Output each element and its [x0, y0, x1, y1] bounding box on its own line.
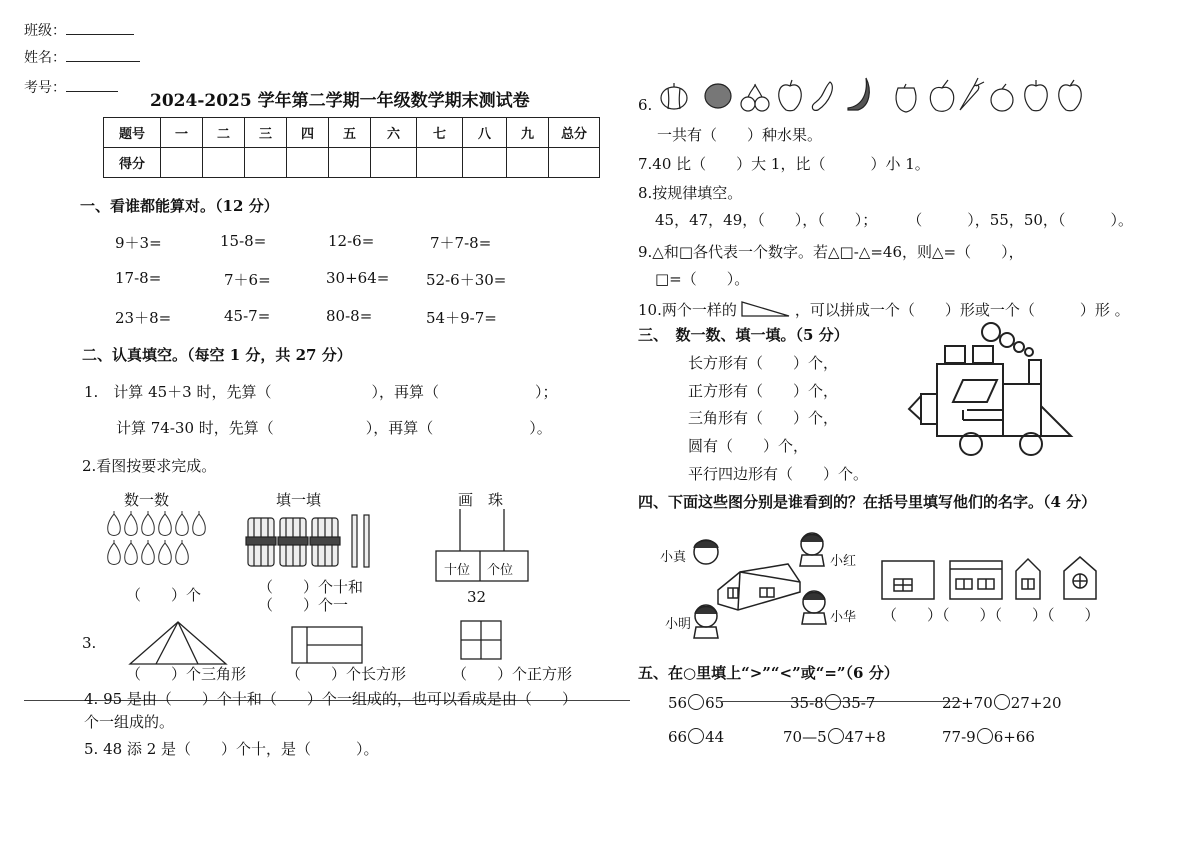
score-cell: 七 [417, 118, 463, 148]
shape-count-item: 三角形有（ ）个， [688, 409, 839, 427]
score-input[interactable] [329, 148, 371, 178]
score-input[interactable] [245, 148, 287, 178]
compare-circle[interactable] [828, 728, 844, 744]
q3-square-answer: （ ）个正方形 [452, 665, 573, 683]
score-cell: 八 [463, 118, 507, 148]
shape-count-item: 正方形有（ ）个， [688, 382, 839, 400]
compare-left: 66 [668, 728, 688, 746]
score-cell: 题号 [104, 118, 161, 148]
class-field[interactable] [24, 20, 134, 40]
q9-line1: 9.△和□各代表一个数字。若△□-△=46，则△=（ ）， [638, 243, 1024, 261]
compare-circle[interactable] [977, 728, 993, 744]
count-answer: （ ）个 [126, 586, 202, 604]
name-label: 姓名： [24, 50, 66, 66]
q8-sequence: 45，47，49，（ ），（ ）； （ ），55，50，（ ）。 [655, 211, 1133, 229]
compare-right: 6+66 [993, 728, 1035, 746]
q7-text: 7.40 比（ ）大 1，比（ ）小 1。 [638, 155, 930, 173]
compare-item [783, 728, 886, 746]
score-cell: 二 [203, 118, 245, 148]
score-cell: 九 [507, 118, 549, 148]
pears-picture [105, 512, 215, 572]
score-value-row[interactable] [104, 148, 600, 178]
q1-text-e: ），再算（ [365, 419, 434, 437]
ones-label: 个位 [487, 563, 514, 578]
exam-no-label: 考号： [24, 80, 66, 96]
score-input[interactable] [371, 148, 417, 178]
score-cell: 三 [245, 118, 287, 148]
q6-text: 一共有（ ）种水果。 [657, 126, 823, 144]
compare-right: 44 [705, 728, 725, 746]
class-label: 班级： [24, 23, 66, 39]
q10-text-a: 10.两个一样的 [638, 301, 737, 319]
calc-item: 7＋7-8= [430, 234, 492, 252]
compare-item [668, 728, 724, 746]
calc-item: 12-6= [328, 232, 375, 250]
fill-tens: （ ）个十和 [258, 578, 364, 596]
q10-text-b: ，可以拼成一个（ ）形或一个（ ）形 。 [794, 301, 1130, 319]
score-table [103, 117, 600, 178]
compare-right: 35-7 [841, 694, 876, 712]
train-picture [905, 320, 1080, 465]
q1-line2 [116, 417, 552, 438]
exam-no-field[interactable] [24, 77, 118, 97]
calc-item: 15-8= [220, 232, 267, 250]
q1-line1 [84, 381, 558, 402]
q2-text: 2.看图按要求完成。 [82, 457, 217, 475]
calc-item: 17-8= [115, 269, 162, 287]
class-blank[interactable] [66, 34, 134, 35]
score-input[interactable] [203, 148, 245, 178]
compare-left: 22+70 [942, 694, 993, 712]
exam-no-blank[interactable] [66, 91, 118, 92]
rectangle-figure [291, 626, 363, 664]
score-input[interactable] [287, 148, 329, 178]
score-input[interactable] [507, 148, 549, 178]
calc-item: 9＋3= [115, 234, 162, 252]
compare-left: 35-8 [790, 694, 824, 712]
kid-name-4: 小华 [830, 610, 857, 625]
q3-triangle-answer: （ ）个三角形 [126, 665, 247, 683]
kid-name-3: 小明 [665, 617, 692, 632]
q10-line [638, 297, 1130, 320]
name-blank[interactable] [66, 61, 140, 62]
compare-left: 77-9 [942, 728, 976, 746]
bead-number: 32 [467, 588, 487, 606]
score-cell: 六 [371, 118, 417, 148]
right-triangle-icon [741, 300, 791, 318]
score-cell: 得分 [104, 148, 161, 178]
calc-item: 30+64= [326, 269, 390, 287]
calc-item: 45-7= [224, 307, 271, 325]
kid-name-2: 小红 [830, 554, 857, 569]
triangle-figure [128, 620, 228, 666]
score-input[interactable] [417, 148, 463, 178]
compare-right: 27+20 [1010, 694, 1062, 712]
shape-count-item: 平行四边形有（ ）个。 [688, 465, 869, 483]
compare-circle[interactable] [688, 694, 704, 710]
q1-text-c: ）； [535, 383, 558, 401]
section2-title: 二、认真填空。（每空 1 分，共 27 分） [82, 346, 352, 364]
section1-title: 一、看谁都能算对。（12 分） [80, 197, 279, 215]
section3-title: 三、 数一数、填一填。（5 分） [638, 326, 849, 344]
score-header-row [104, 118, 600, 148]
house-and-kids-picture [690, 530, 830, 640]
sticks-bundle-picture [248, 513, 388, 573]
square-figure [460, 620, 502, 660]
name-field[interactable] [24, 47, 140, 67]
score-input[interactable] [463, 148, 507, 178]
q1-text-d: 计算 74-30 时，先算（ [116, 419, 274, 437]
calc-item: 54＋9-7= [426, 309, 497, 327]
page-title: 2024-2025 学年第二学期一年级数学期末测试卷 [150, 91, 530, 111]
q6-number: 6. [638, 96, 653, 114]
compare-circle[interactable] [825, 694, 841, 710]
kid-name-1: 小真 [660, 550, 687, 565]
bead-title: 画 珠 [458, 491, 504, 509]
compare-left: 56 [668, 694, 688, 712]
score-cell: 总分 [549, 118, 600, 148]
calc-item: 52-6＋30= [426, 271, 507, 289]
fill-title: 填一填 [276, 491, 322, 509]
fill-ones: （ ）个一 [258, 596, 349, 614]
s4-answer-blanks: （ ）（ ）（ ）（ ） [882, 606, 1100, 624]
compare-right: 47+8 [844, 728, 886, 746]
q1-text-a: 1. 计算 45＋3 时，先算（ [84, 383, 272, 401]
shape-count-item: 圆有（ ）个， [688, 437, 809, 455]
fruits-picture [660, 76, 1090, 116]
compare-circle[interactable] [994, 694, 1010, 710]
shape-count-item: 长方形有（ ）个， [688, 354, 839, 372]
q1-text-f: ）。 [529, 419, 552, 437]
section4-title: 四、下面这些图分别是谁看到的？在括号里填写他们的名字。（4 分） [638, 493, 1097, 511]
q5-text: 5. 48 添 2 是（ ）个十，是（ ）。 [84, 740, 379, 758]
q9-line2: □=（ ）。 [655, 270, 750, 288]
score-cell: 五 [329, 118, 371, 148]
section5-title: 五、在○里填上“>”“<”或“=”（6 分） [638, 664, 899, 682]
compare-item [790, 694, 875, 712]
views-pictures [880, 555, 1120, 605]
score-input[interactable] [161, 148, 203, 178]
calc-item: 80-8= [326, 307, 373, 325]
q4-line1: 4. 95 是由（ ）个十和（ ）个一组成的，也可以看成是由（ ） [84, 690, 577, 708]
calc-item: 7＋6= [224, 271, 271, 289]
q3-number: 3. [82, 634, 97, 652]
calc-item: 23＋8= [115, 309, 172, 327]
compare-item [942, 694, 1062, 712]
q3-rect-answer: （ ）个长方形 [286, 665, 407, 683]
compare-left: 70—5 [783, 728, 827, 746]
q4-line2: 个一组成的。 [84, 713, 175, 731]
compare-item [942, 728, 1035, 746]
score-cell: 一 [161, 118, 203, 148]
q1-text-b: ），再算（ [371, 383, 439, 401]
compare-circle[interactable] [688, 728, 704, 744]
score-input[interactable] [549, 148, 600, 178]
compare-item [668, 694, 724, 712]
count-title: 数一数 [124, 491, 170, 509]
compare-right: 65 [705, 694, 725, 712]
q8-text: 8.按规律填空。 [638, 184, 743, 202]
score-cell: 四 [287, 118, 329, 148]
tens-label: 十位 [444, 563, 471, 578]
